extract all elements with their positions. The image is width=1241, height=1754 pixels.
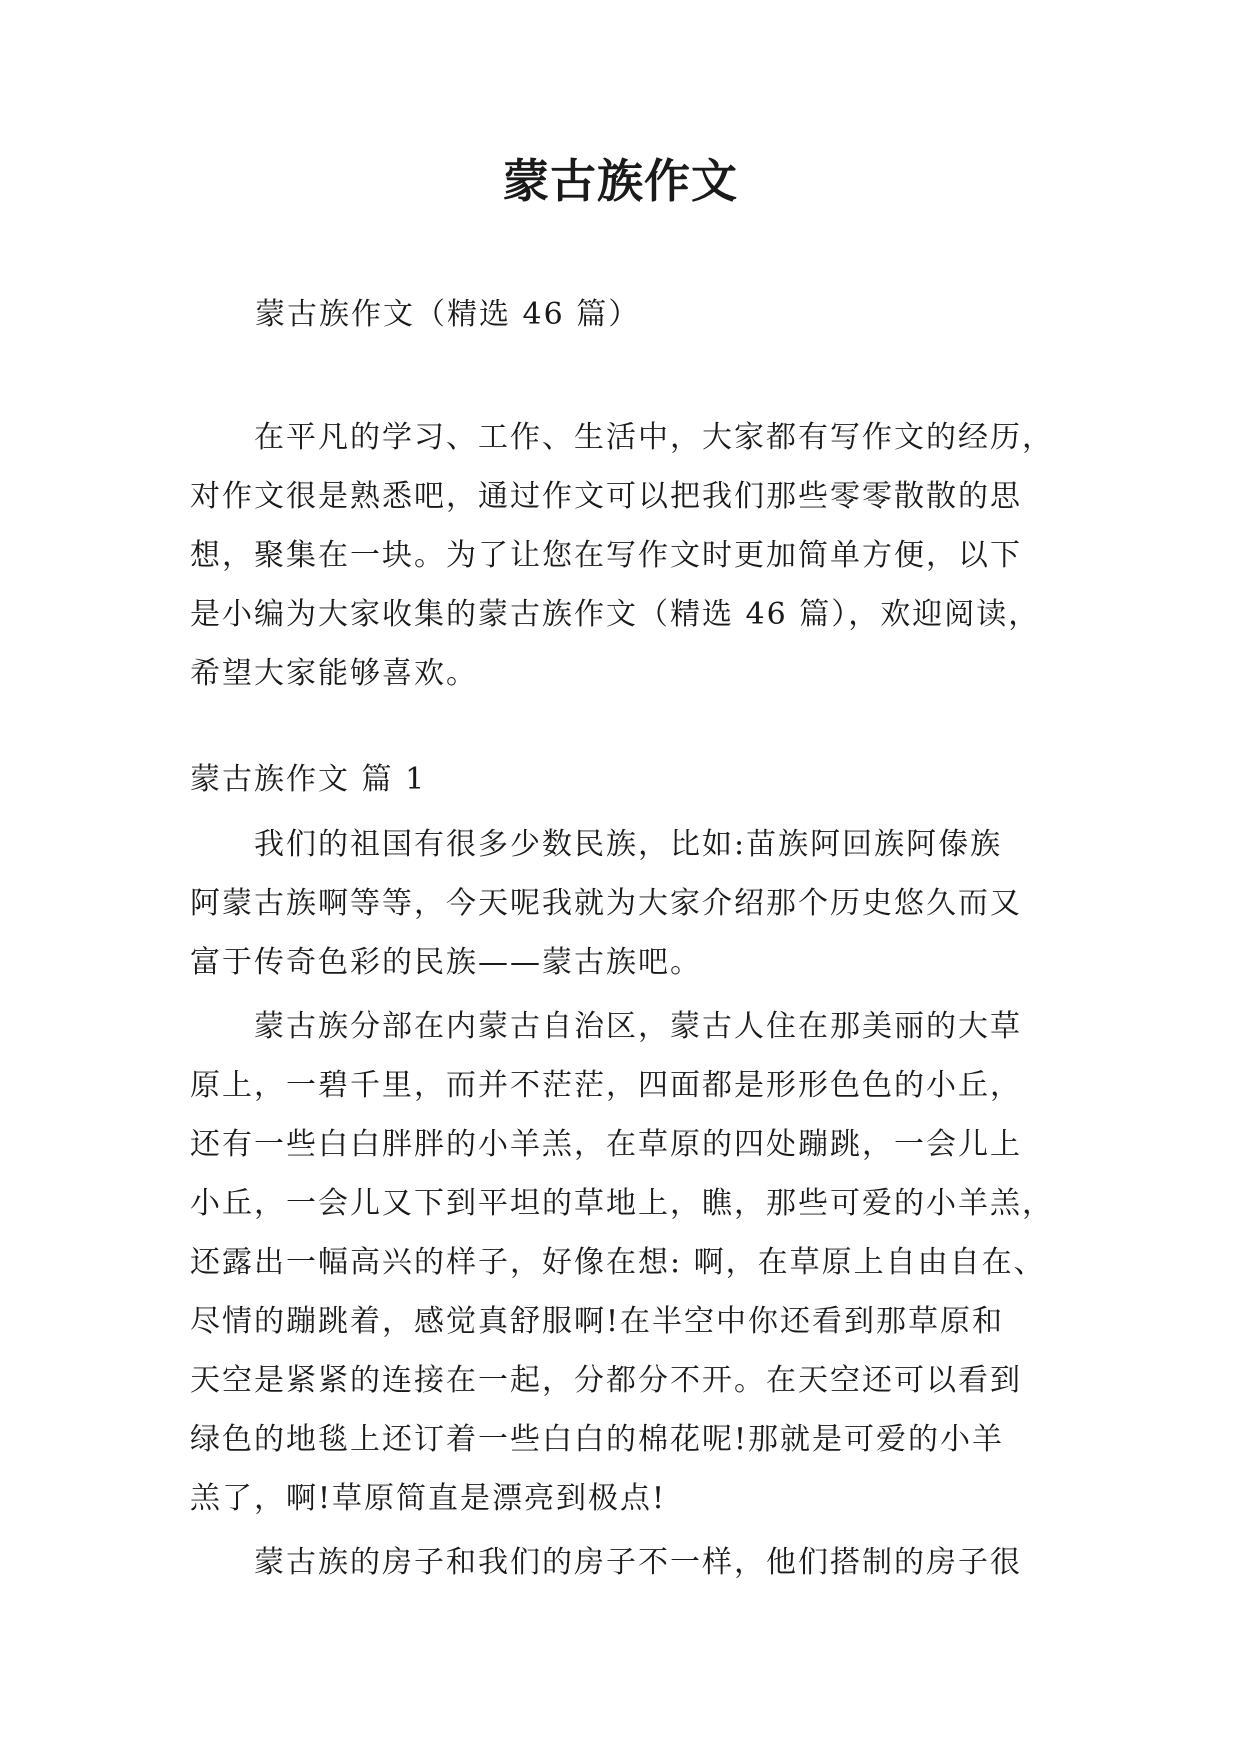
section-heading: 蒙古族作文 篇 1 <box>190 762 427 797</box>
intro-line: 希望大家能够喜欢。 <box>190 656 478 691</box>
body-paragraph <box>190 815 1060 992</box>
intro-line: 对作文很是熟悉吧，通过作文可以把我们那些零零散散的思 <box>190 479 1022 514</box>
body-line: 蒙古族的房子和我们的房子不一样，他们搭制的房子很 <box>254 1545 1022 1580</box>
body-line: 羔了，啊!草原简直是漂亮到极点! <box>190 1481 667 1516</box>
body-line: 我们的祖国有很多少数民族，比如:苗族阿回族阿傣族 <box>254 827 1003 862</box>
document-title: 蒙古族作文 <box>503 154 738 208</box>
body-line: 原上，一碧千里，而并不茫茫，四面都是形形色色的小丘， <box>190 1068 1022 1103</box>
body-line: 阿蒙古族啊等等，今天呢我就为大家介绍那个历史悠久而又 <box>190 886 1022 921</box>
body-line: 尽情的蹦跳着，感觉真舒服啊!在半空中你还看到那草原和 <box>190 1304 1005 1339</box>
body-paragraph <box>190 1533 1060 1592</box>
intro-line: 是小编为大家收集的蒙古族作文（精选 46 篇），欢迎阅读， <box>190 597 1041 632</box>
body-line: 还露出一幅高兴的样子，好像在想: 啊，在草原上自由自在、 <box>190 1245 1046 1280</box>
section-body <box>190 815 1060 1597</box>
body-line: 小丘，一会儿又下到平坦的草地上，瞧，那些可爱的小羊羔， <box>190 1186 1054 1221</box>
body-line: 天空是紧紧的连接在一起，分都分不开。在天空还可以看到 <box>190 1363 1022 1398</box>
body-paragraph <box>190 997 1060 1528</box>
body-line: 还有一些白白胖胖的小羊羔，在草原的四处蹦跳，一会儿上 <box>190 1127 1022 1162</box>
body-line: 蒙古族分部在内蒙古自治区，蒙古人住在那美丽的大草 <box>254 1009 1022 1044</box>
document-subtitle: 蒙古族作文（精选 46 篇） <box>255 297 641 332</box>
body-line: 绿色的地毯上还订着一些白白的棉花呢!那就是可爱的小羊 <box>190 1422 1005 1457</box>
intro-line: 想，聚集在一块。为了让您在写作文时更加简单方便，以下 <box>190 538 1022 573</box>
intro-paragraph <box>190 408 1060 703</box>
intro-line: 在平凡的学习、工作、生活中，大家都有写作文的经历， <box>254 420 1054 455</box>
body-line: 富于传奇色彩的民族——蒙古族吧。 <box>190 945 702 980</box>
